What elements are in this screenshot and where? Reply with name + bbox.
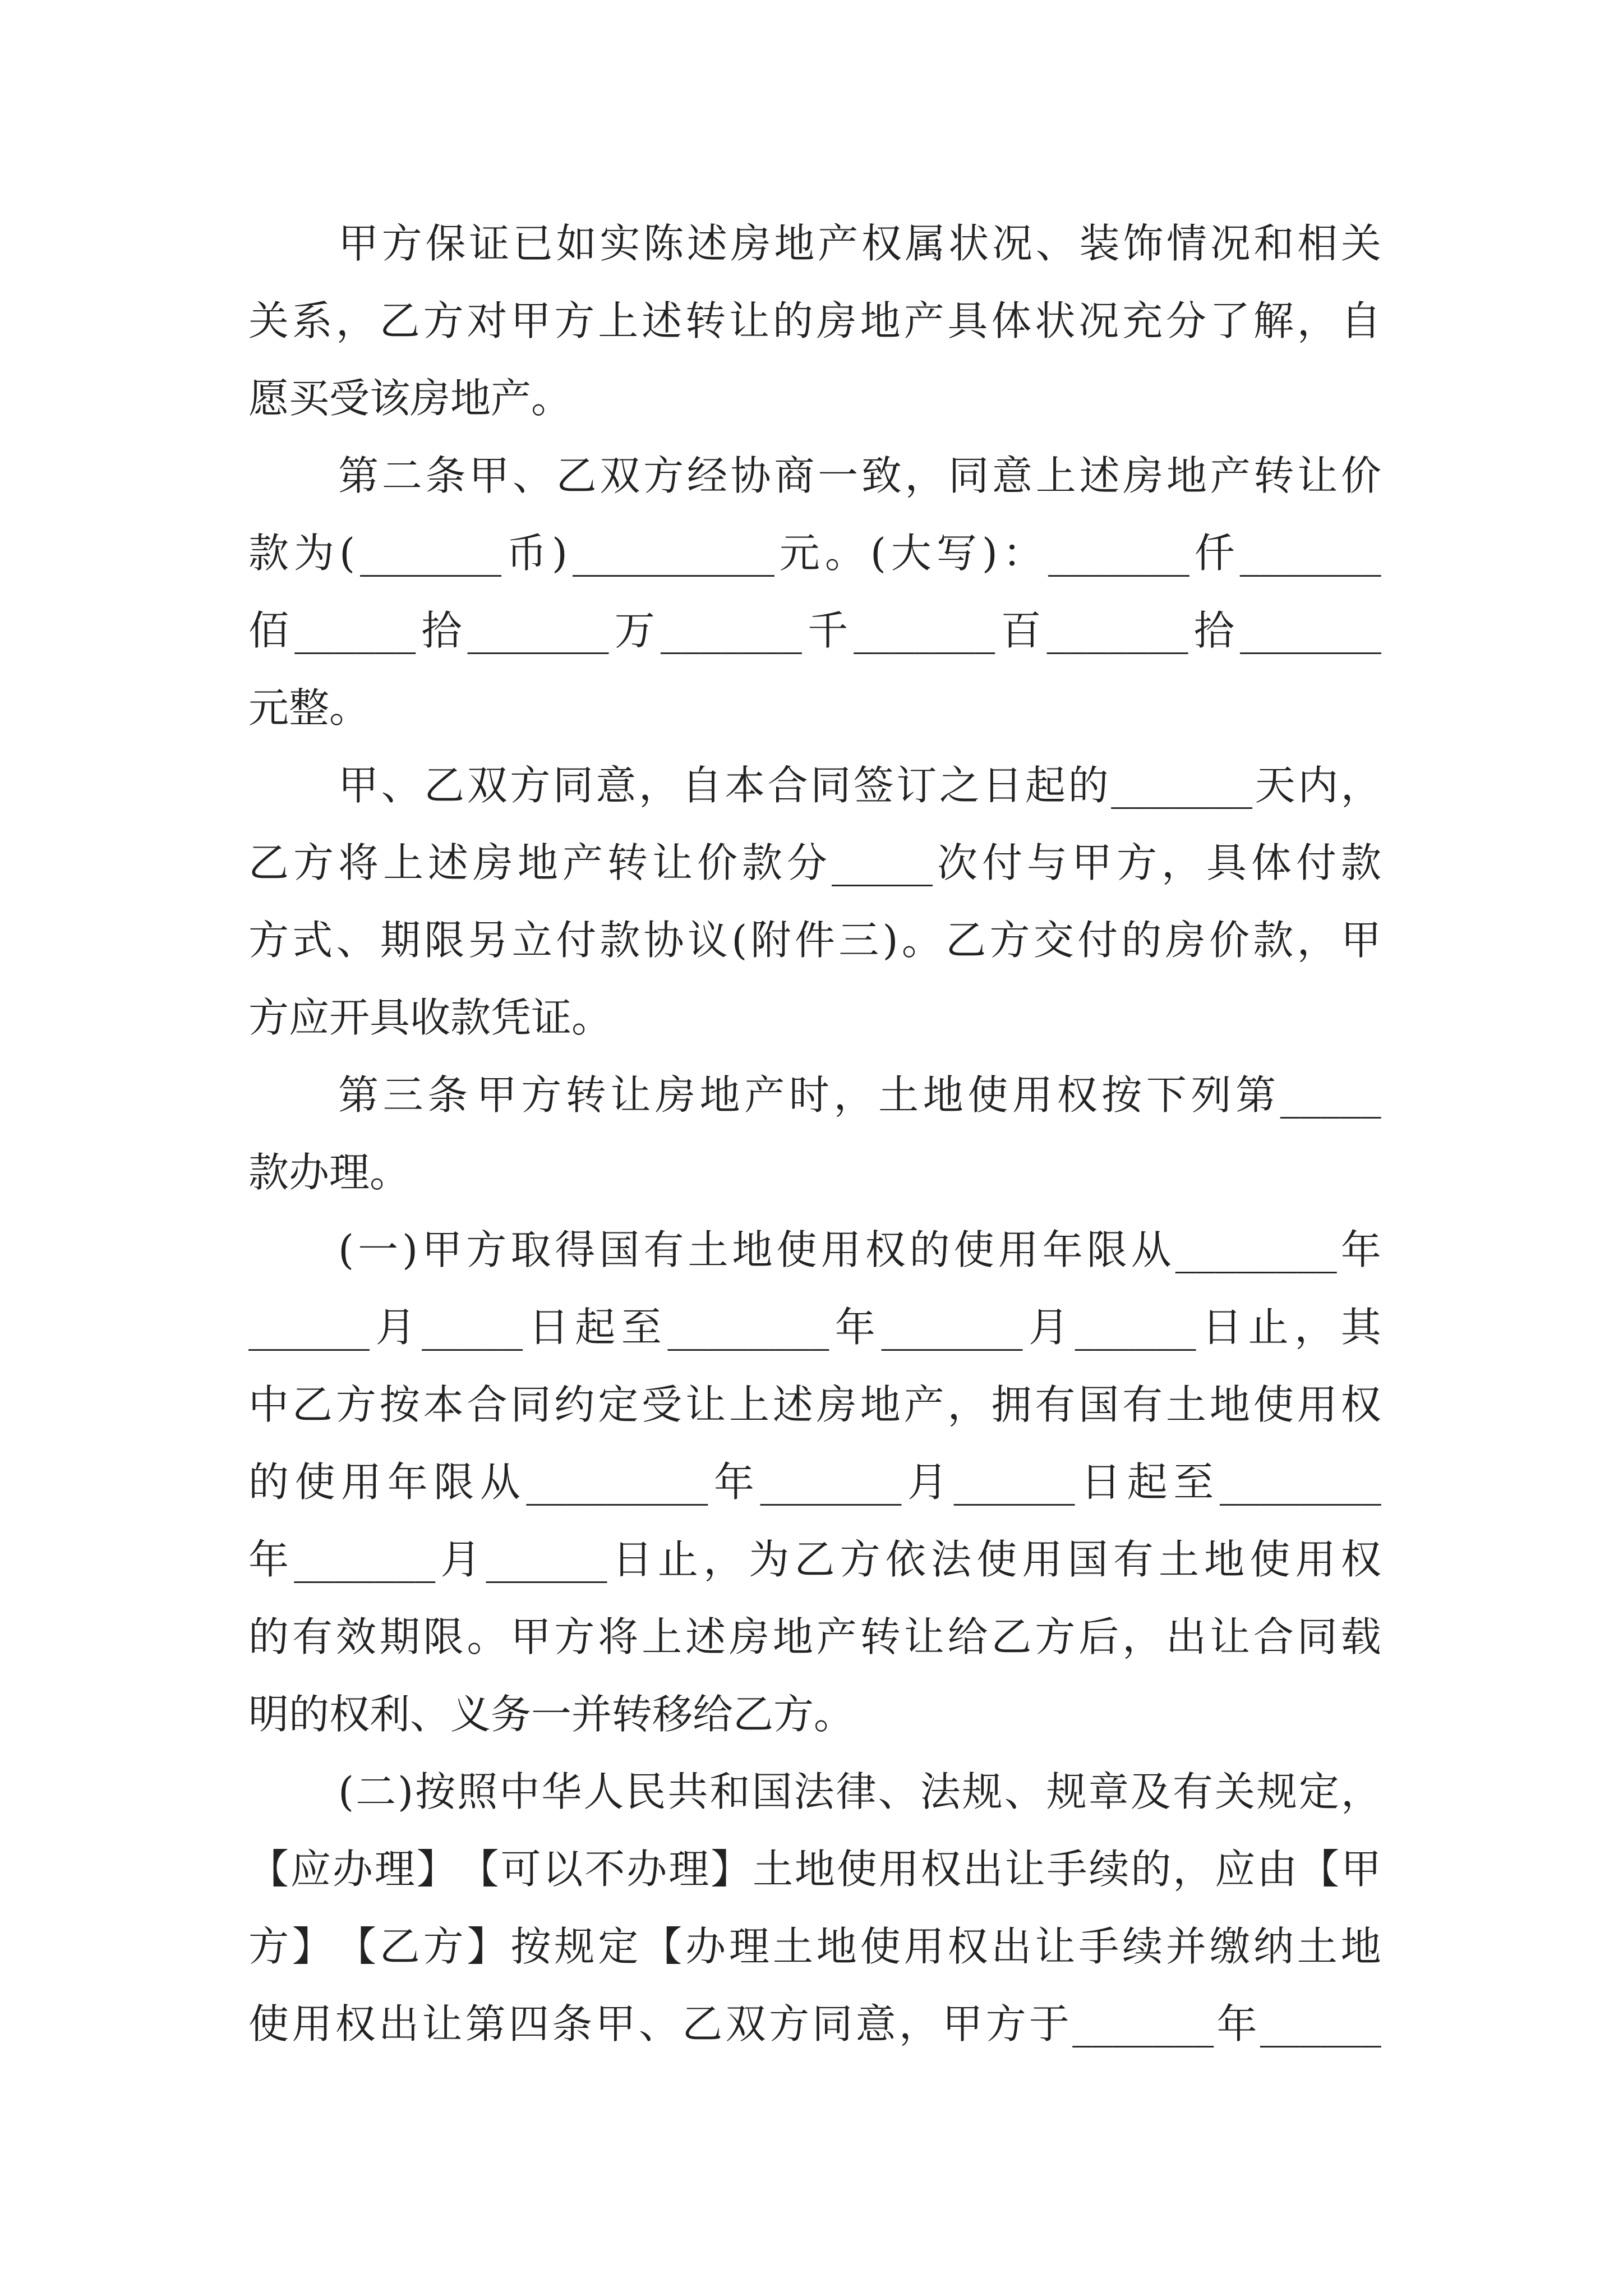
text-line: 款 为 ( _______ 币 ) __________ 元 。 ( 大 写 ) ： _______ 仟 _______ (248, 530, 1381, 577)
paragraph-payment (248, 747, 1381, 1056)
paragraph-clause-two (248, 1753, 1381, 2063)
text-line: 中 乙 方 按 本 合 同 约 定 受 让 上 述 房 地 产 ， 拥 有 国 有 土 地 使 用 权 (248, 1381, 1381, 1428)
paragraph-clause-one (248, 1211, 1381, 1753)
text-line: 的 使 用 年 限 从 _________ 年 _______ 月 ______ 日 起 至 ________ (248, 1458, 1381, 1506)
text-line: ( 一 ) 甲 方 取 得 国 有 土 地 使 用 权 的 使 用 年 限 从 ________ 年 (338, 1226, 1381, 1273)
text-line: 关 系 ， 乙 方 对 甲 方 上 述 转 让 的 房 地 产 具 体 状 况 充 分 了 解 ， 自 (248, 297, 1381, 344)
text-line: 款办理。 (248, 1149, 411, 1196)
text-line: 第 二 条 甲 、 乙 双 方 经 协 商 一 致 ， 同 意 上 述 房 地 产 转 让 价 (338, 452, 1381, 499)
text-line: 第 三 条 甲 方 转 让 房 地 产 时 ， 土 地 使 用 权 按 下 列 第 _____ (338, 1071, 1381, 1119)
paragraph-article-two (248, 437, 1381, 747)
text-line: 佰 ______ 拾 _______ 万 _______ 千 _______ 百 _______ 拾 _______ (248, 607, 1381, 654)
paragraph-guarantee (248, 205, 1381, 437)
text-line: 年 _______ 月 ______ 日 止 ， 为 乙 方 依 法 使 用 国 有 土 地 使 用 权 (248, 1536, 1381, 1583)
text-line: ______ 月 _____ 日 起 至 ________ 年 _______ 月 ______ 日 止 ， 其 (248, 1304, 1381, 1351)
text-line: 方应开具收款凭证。 (248, 994, 612, 1041)
text-line: 使 用 权 出 让 第 四 条 甲 、 乙 双 方 同 意 ， 甲 方 于 _______ 年 ______ (248, 2000, 1381, 2047)
text-line: 的 有 效 期 限 。 甲 方 将 上 述 房 地 产 转 让 给 乙 方 后 ， 出 让 合 同 载 (248, 1613, 1381, 1660)
text-line: 愿买受该房地产。 (248, 375, 572, 422)
text-line: 甲 方 保 证 已 如 实 陈 述 房 地 产 权 属 状 况 、 装 饰 情 况 和 相 关 (338, 220, 1381, 267)
text-line: ( 二 ) 按 照 中 华 人 民 共 和 国 法 律 、 法 规 、 规 章 及 有 关 规 定 ， (338, 1768, 1381, 1815)
text-line: 甲 、 乙 双 方 同 意 ， 自 本 合 同 签 订 之 日 起 的 _______ 天 内 ， (338, 762, 1381, 809)
text-line: 方 式 、 期 限 另 立 付 款 协 议 ( 附 件 三 ) 。 乙 方 交 付 的 房 价 款 ， 甲 (248, 917, 1381, 964)
document-body (248, 205, 1381, 2063)
paragraph-article-three (248, 1056, 1381, 1211)
text-line: 【 应 办 理 】 【 可 以 不 办 理 】 土 地 使 用 权 出 让 手 续 的 ， 应 由 【 甲 (248, 1846, 1381, 1893)
text-line: 乙 方 将 上 述 房 地 产 转 让 价 款 分 _____ 次 付 与 甲 方 ， 具 体 付 款 (248, 839, 1381, 886)
text-line: 方 】 【 乙 方 】 按 规 定 【 办 理 土 地 使 用 权 出 让 手 续 并 缴 纳 土 地 (248, 1923, 1381, 1970)
text-line: 元整。 (248, 684, 370, 731)
text-line: 明的权利、义务一并转移给乙方。 (248, 1691, 855, 1738)
